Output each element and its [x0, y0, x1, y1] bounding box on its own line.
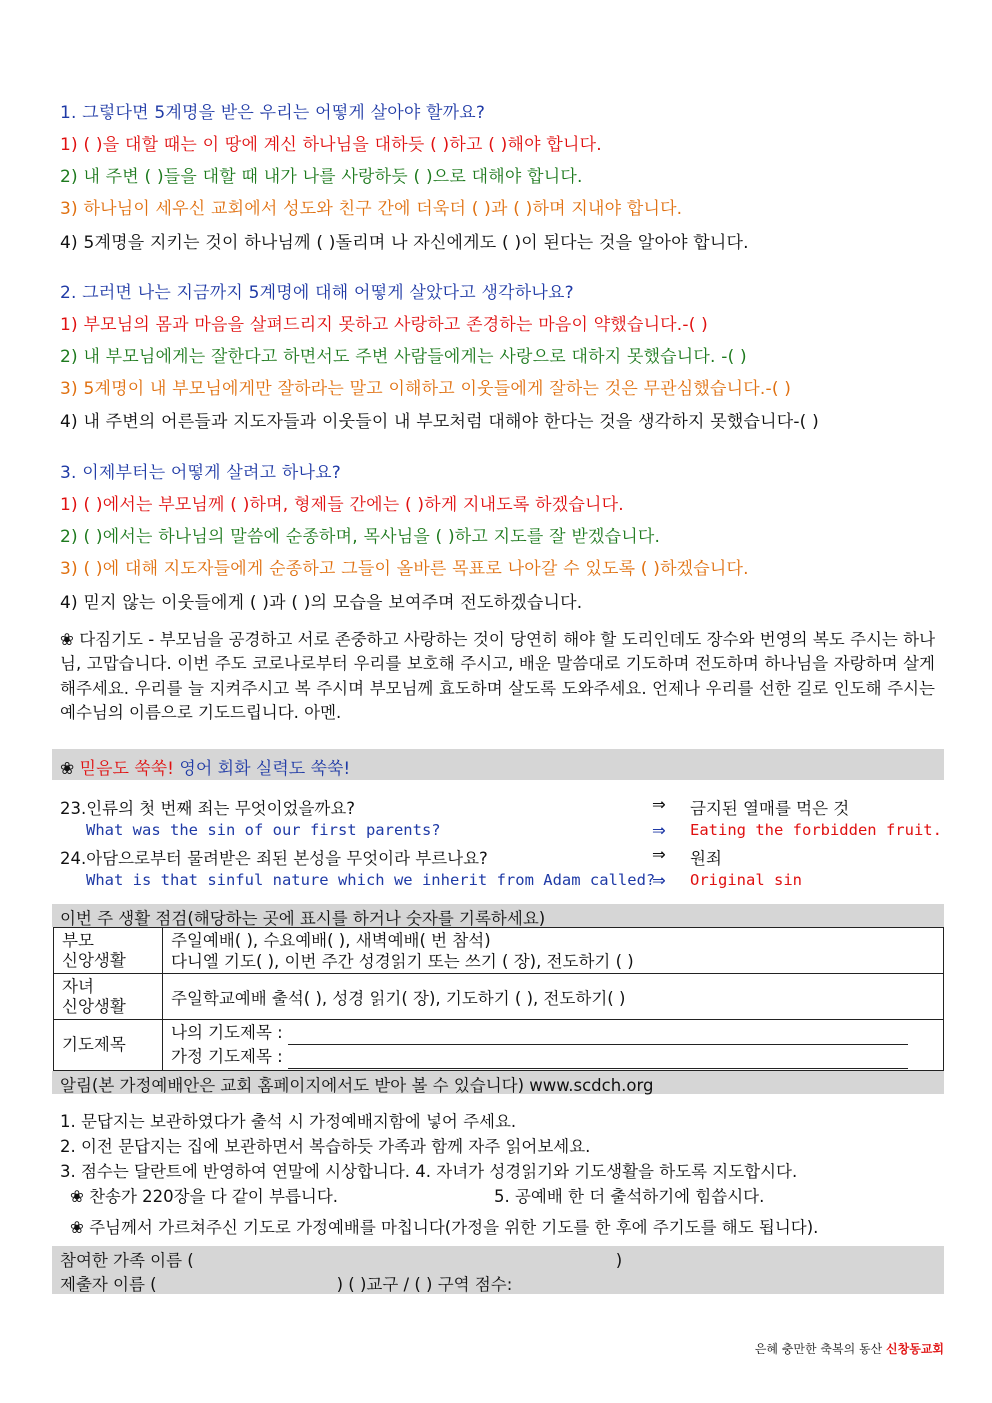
notice-1: 1. 문답지는 보관하였다가 출석 시 가정예배지함에 넣어 주세요.: [60, 1112, 517, 1131]
section2-item-1: 1) 부모님의 몸과 마음을 살펴드리지 못하고 사랑하고 존경하는 마음이 약했습니다.-( ): [60, 315, 709, 335]
family-prayer-field[interactable]: [288, 1054, 908, 1069]
arrow-icon: ⇒: [652, 871, 666, 890]
section1-item-2: 2) 내 주변 ( )들을 대할 때 내가 나를 사랑하듯 ( )으로 대해야 합니다.: [60, 167, 583, 187]
commitment-prayer: [60, 628, 935, 725]
arrow-icon: ⇒: [652, 821, 666, 840]
church-name: 신창동교회: [886, 1342, 944, 1356]
qa-23-question-ko: 23.인류의 첫 번째 죄는 무엇이었을까요?: [60, 799, 356, 818]
child-row: [54, 974, 944, 1020]
prayer-row: [54, 1020, 944, 1071]
closing-notice: ❀ 주님께서 가르쳐주신 기도로 가정예배를 마칩니다(가정을 위한 기도를 한 후에 주기도를 해도 됩니다).: [70, 1218, 819, 1237]
section2-title: 2. 그러면 나는 지금까지 5계명에 대해 어떻게 살았다고 생각하나요?: [60, 283, 574, 303]
qa-23-answer-en: Eating the forbidden fruit.: [690, 821, 942, 839]
family-prayer-label: 가정 기도제목 :: [171, 1047, 283, 1066]
section3-item-4: 4) 믿지 않는 이웃들에게 ( )과 ( )의 모습을 보여주며 전도하겠습니다.: [60, 593, 583, 613]
section3-title: 3. 이제부터는 어떻게 살려고 하나요?: [60, 463, 341, 483]
submission-bar: [52, 1246, 944, 1294]
arrow-icon: ⇒: [652, 845, 666, 864]
prayer-label: 다짐기도: [79, 630, 143, 649]
my-prayer-field[interactable]: [288, 1030, 908, 1045]
english-bar-part1: 믿음도 쑥쑥!: [79, 759, 174, 779]
section2-item-3: 3) 5계명이 내 부모님에게만 잘하라는 말고 이해하고 이웃들에게 잘하는 것은 무관심했습니다.-( ): [60, 379, 792, 399]
section1-item-4: 4) 5계명을 지키는 것이 하나님께 ( )돌리며 나 자신에게도 ( )이 된다는 것을 알아야 합니다.: [60, 233, 749, 253]
weekly-checklist-table: [53, 927, 944, 1071]
my-prayer-label: 나의 기도제목 :: [171, 1023, 283, 1042]
notice-3-4: 3. 점수는 달란트에 반영하여 연말에 시상합니다. 4. 자녀가 성경읽기와 기도생활을 하도록 지도합시다.: [60, 1162, 798, 1181]
checklist-title-note: (해당하는 곳에 표시를 하거나 숫자를 기록하세요): [187, 909, 546, 928]
english-section-bar: [52, 749, 944, 780]
closing-note: (가정을 위한 기도를 한 후에 주기도를 해도 됩니다).: [444, 1218, 819, 1237]
qa-24-question-en: What is that sinful nature which we inherit from Adam called?: [86, 871, 656, 889]
notice-2: 2. 이전 문답지는 집에 보관하면서 복습하듯 가족과 함께 자주 읽어보세요.: [60, 1137, 591, 1156]
checklist-title-bar: [52, 904, 944, 927]
prayer-text: - 부모님을 공경하고 서로 존중하고 사랑하는 것이 당연히 해야 할 도리인데도 장수와 번영의 복도 주시는 하나님, 고맙습니다. 이번 주도 코로나로부터 우리를 보호해 주시고, 배운 말씀대로 기도하며 전도하며 하나님을 자랑하며 살게 해주세요. 우리를 늘 지켜주시고 복 주시며 부모님께 효도하며 살도록 도와주세요. 언제나 우리를 선한 길로 인도해 주시는 예수님의 이름으로 기도드립니다. 아멘.: [60, 630, 936, 722]
submitter-field[interactable]: 제출자 이름 ( ) ( )교구 / ( ) 구역 점수:: [60, 1275, 513, 1294]
section1-title: 1. 그렇다면 5계명을 받은 우리는 어떻게 살아야 할까요?: [60, 103, 486, 123]
notice-5: 5. 공예배 한 더 출석하기에 힘씁시다.: [494, 1187, 765, 1206]
section3-item-1: 1) ( )에서는 부모님께 ( )하며, 형제들 간에는 ( )하게 지내도록 하겠습니다.: [60, 495, 624, 515]
flower-icon: ❀: [60, 759, 75, 779]
child-label: 자녀 신앙생활: [54, 974, 163, 1020]
qa-23-question-en: What was the sin of our first parents?: [86, 821, 441, 839]
checklist-title: 이번 주 생활 점검: [60, 909, 188, 928]
announcement-text: (본 가정예배안은 교회 홈페이지에서도 받아 볼 수 있습니다) www.scdch.org: [91, 1076, 654, 1095]
child-fields[interactable]: 주일학교예배 출석( ), 성경 읽기( 장), 기도하기 ( ), 전도하기( ): [163, 974, 944, 1020]
section2-item-2: 2) 내 부모님에게는 잘한다고 하면서도 주변 사람들에게는 사랑으로 대하지 못했습니다. -( ): [60, 347, 747, 367]
section3-item-3: 3) ( )에 대해 지도자들에게 순종하고 그들이 올바른 목표로 나아갈 수 있도록 ( )하겠습니다.: [60, 559, 749, 579]
parent-row: [54, 928, 944, 974]
section1-item-1: 1) ( )을 대할 때는 이 땅에 계신 하나님을 대하듯 ( )하고 ( )해야 합니다.: [60, 135, 602, 155]
prayer-topic-label: 기도제목: [54, 1020, 163, 1071]
english-bar-part2: 영어 회화 실력도 쑥쑥!: [179, 759, 351, 779]
announcement-label: 알림: [60, 1076, 92, 1095]
qa-24-question-ko: 24.아담으로부터 물려받은 죄된 본성을 무엇이라 부르나요?: [60, 849, 488, 868]
parent-fields[interactable]: 주일예배( ), 수요예배( ), 새벽예배( 번 참석) 다니엘 기도( ), 이번 주간 성경읽기 또는 쓰기 ( 장), 전도하기 ( ): [163, 928, 944, 974]
arrow-icon: ⇒: [652, 795, 666, 814]
qa-23-answer-ko: 금지된 열매를 먹은 것: [690, 799, 850, 818]
family-names-field[interactable]: 참여한 가족 이름 ( ): [60, 1251, 623, 1270]
section2-item-4: 4) 내 주변의 어른들과 지도자들과 이웃들이 내 부모처럼 대해야 한다는 것을 생각하지 못했습니다-( ): [60, 412, 819, 432]
qa-24-answer-ko: 원죄: [690, 849, 722, 868]
flower-icon: ❀: [60, 630, 74, 649]
section3-item-2: 2) ( )에서는 하나님의 말씀에 순종하며, 목사님을 ( )하고 지도를 잘 받겠습니다.: [60, 527, 661, 547]
parent-label: 부모 신앙생활: [54, 928, 163, 974]
church-footer: 은혜 충만한 축복의 동산 신창동교회: [754, 1342, 944, 1356]
section1-item-3: 3) 하나님이 세우신 교회에서 성도와 친구 간에 더욱더 ( )과 ( )하며 지내야 합니다.: [60, 199, 683, 219]
announcement-bar: [52, 1071, 944, 1094]
hymn-notice: ❀ 찬송가 220장을 다 같이 부릅니다.: [70, 1187, 339, 1206]
qa-24-answer-en: Original sin: [690, 871, 802, 889]
